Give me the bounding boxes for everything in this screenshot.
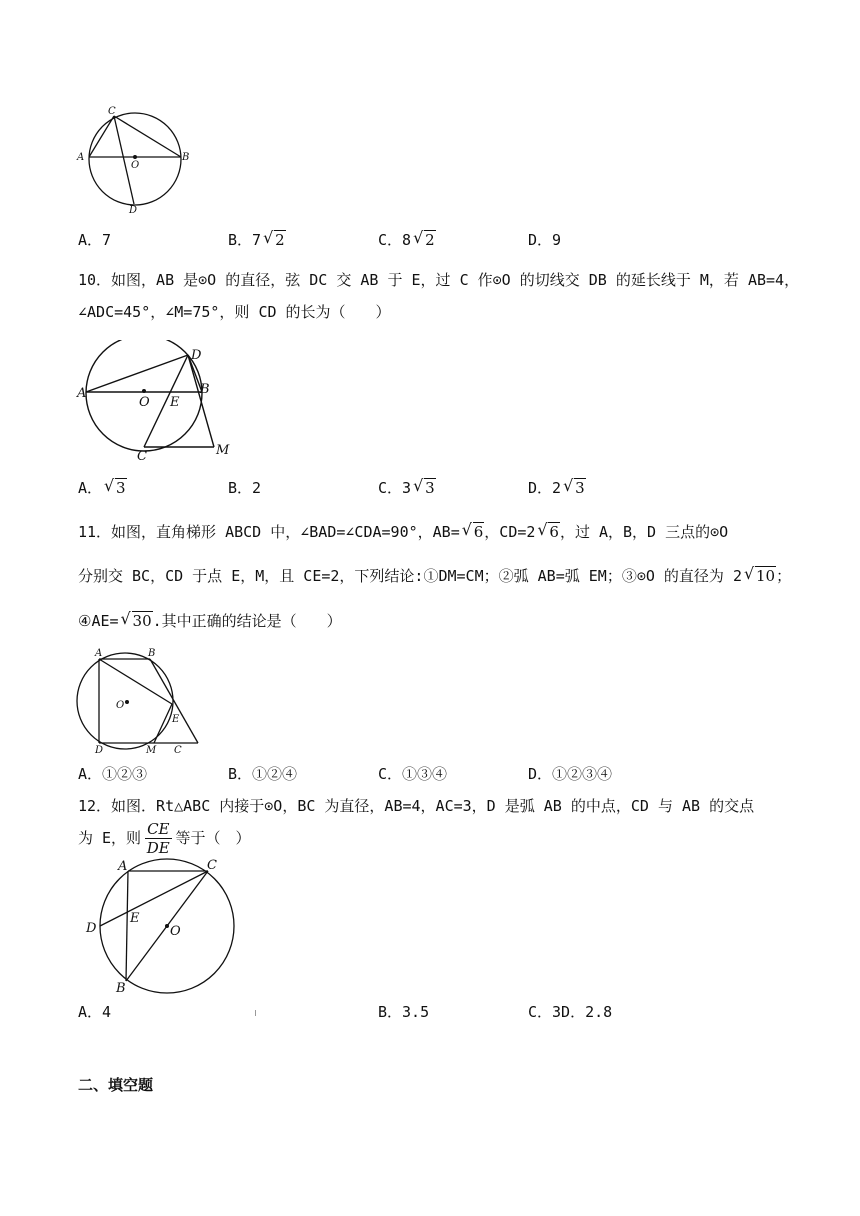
q12-label-o: O: [170, 924, 181, 939]
q10-figure: [76, 340, 236, 462]
q10-label-o: O: [139, 395, 150, 410]
q10-option-d-prefix: D．2: [528, 479, 562, 497]
q11-side-bc: [150, 659, 198, 743]
q11-label-o: O: [116, 700, 125, 711]
q9-option-c-radicand: 2: [425, 231, 435, 249]
q11-text-line3: [78, 611, 342, 631]
q11-line3-rad: 30: [132, 612, 152, 630]
q9-option-b-prefix: B．7: [228, 231, 262, 249]
q12-chord-ab: [126, 871, 128, 981]
q12-option-cd: C．3D．2.8: [528, 1003, 613, 1021]
q11-center-dot: [125, 700, 129, 704]
q10-option-a-prefix: A．: [78, 479, 103, 497]
q11-figure: [74, 646, 204, 756]
q9-label-b: B: [182, 152, 190, 163]
q10-option-b: B．2: [228, 479, 262, 497]
q11-text-line1: [78, 522, 728, 542]
q11-circle: [77, 653, 173, 749]
q11-line3-b: .其中正确的结论是（ ）: [152, 612, 342, 630]
sqrt-icon: [413, 478, 436, 498]
q10-option-c-radicand: 3: [425, 479, 435, 497]
q11-option-a: A．①②③: [78, 765, 148, 783]
q12-text-line1: 12．如图．Rt△ABC 内接于⊙O，BC 为直径，AB=4，AC=3，D 是弧 AB 的中点，CD 与 AB 的交点: [78, 797, 755, 815]
sqrt-icon: [121, 611, 153, 631]
q9-label-c: C: [108, 106, 116, 117]
q12-fraction-numerator: CE: [147, 819, 170, 838]
q10-label-e: E: [170, 395, 180, 410]
sqrt-icon: [537, 522, 560, 542]
q12-fraction: [145, 820, 171, 857]
q10-option-c-prefix: C．3: [378, 479, 412, 497]
q11-line1-rad1: 6: [473, 523, 484, 541]
q10-line-dm: [188, 355, 214, 447]
q9-option-b-radicand: 2: [275, 231, 285, 249]
q12-line2-a: 为 E，则: [78, 829, 142, 847]
q12-option-a: A．4: [78, 1003, 112, 1021]
stray-mark: [255, 1010, 256, 1016]
sqrt-icon: [263, 230, 286, 250]
q12-line2-b: 等于（ ）: [175, 829, 251, 847]
q12-figure: [80, 856, 240, 996]
q10-label-a: A: [77, 386, 87, 401]
q12-text-line2: [78, 816, 251, 860]
q10-label-b: B: [200, 382, 210, 397]
q10-option-d: [528, 478, 586, 498]
q10-option-c: [378, 478, 436, 498]
q11-line2-a: 分别交 BC，CD 于点 E，M，且 CE=2，下列结论:①DM=CM；②弧 AB=弧 EM；③⊙O 的直径为 2: [78, 567, 742, 585]
q9-label-a: A: [77, 152, 85, 163]
q10-option-d-radicand: 3: [575, 479, 585, 497]
q12-center-dot: [165, 924, 169, 928]
q9-center-dot: [133, 155, 137, 159]
q11-segment-em: [154, 704, 172, 743]
q12-label-c: C: [207, 858, 217, 873]
q9-figure: [74, 104, 204, 216]
sqrt-icon: [104, 478, 127, 498]
q10-label-d: D: [191, 348, 202, 363]
q11-label-c: C: [174, 745, 182, 756]
q11-segment-ae: [99, 659, 172, 704]
q11-line2-rad: 10: [756, 567, 776, 585]
q11-line3-a: ④AE=: [78, 612, 119, 630]
q11-label-e: E: [172, 714, 180, 725]
q12-label-d: D: [86, 921, 97, 936]
q12-fraction-denominator: DE: [146, 838, 170, 857]
q11-label-b: B: [148, 648, 156, 659]
q9-option-b: [228, 230, 286, 250]
q10-text-line1: 10．如图，AB 是⊙O 的直径，弦 DC 交 AB 于 E，过 C 作⊙O 的切线交 DB 的延长线于 M，若 AB=4，: [78, 271, 800, 289]
q10-option-a: [78, 478, 127, 498]
q10-label-c: C: [137, 449, 147, 462]
sqrt-icon: [563, 478, 586, 498]
q12-label-b: B: [116, 981, 126, 996]
q11-line1-a: 11．如图，直角梯形 ABCD 中，∠BAD=∠CDA=90°，AB=: [78, 523, 460, 541]
q10-text-line2: ∠ADC=45°，∠M=75°，则 CD 的长为（ ）: [78, 303, 391, 321]
q10-center-dot: [142, 389, 146, 393]
q10-label-m: M: [216, 443, 230, 458]
sqrt-icon: [462, 522, 485, 542]
sqrt-icon: [413, 230, 436, 250]
q11-option-d: D．①②③④: [528, 765, 613, 783]
q11-option-c: C．①③④: [378, 765, 448, 783]
section-2-heading: 二、填空题: [78, 1076, 154, 1094]
q11-option-b: B．①②④: [228, 765, 298, 783]
q11-label-a: A: [95, 648, 103, 659]
q9-option-a: A．7: [78, 231, 112, 249]
q11-line1-c: ，过 A，B，D 三点的⊙O: [559, 523, 729, 541]
q9-label-d: D: [129, 205, 138, 216]
q12-label-a: A: [118, 859, 128, 874]
q11-text-line2: [78, 566, 791, 586]
q11-line2-b: ；: [776, 567, 792, 585]
q11-label-d: D: [95, 745, 104, 756]
q12-chord-cd: [100, 871, 208, 926]
q11-line1-rad2: 6: [549, 523, 559, 541]
q9-chord-cb: [114, 116, 181, 157]
q12-option-b: B．3.5: [378, 1003, 430, 1021]
sqrt-icon: [744, 566, 776, 586]
q9-option-c-prefix: C．8: [378, 231, 412, 249]
q9-chord-ac: [89, 116, 114, 157]
q9-option-d: D．9: [528, 231, 562, 249]
q9-option-c: [378, 230, 436, 250]
q9-label-o: O: [131, 160, 140, 171]
q11-line1-b: ，CD=2: [484, 523, 536, 541]
q10-option-a-radicand: 3: [116, 479, 126, 497]
q12-label-e: E: [130, 911, 140, 926]
q11-label-m: M: [146, 745, 157, 756]
